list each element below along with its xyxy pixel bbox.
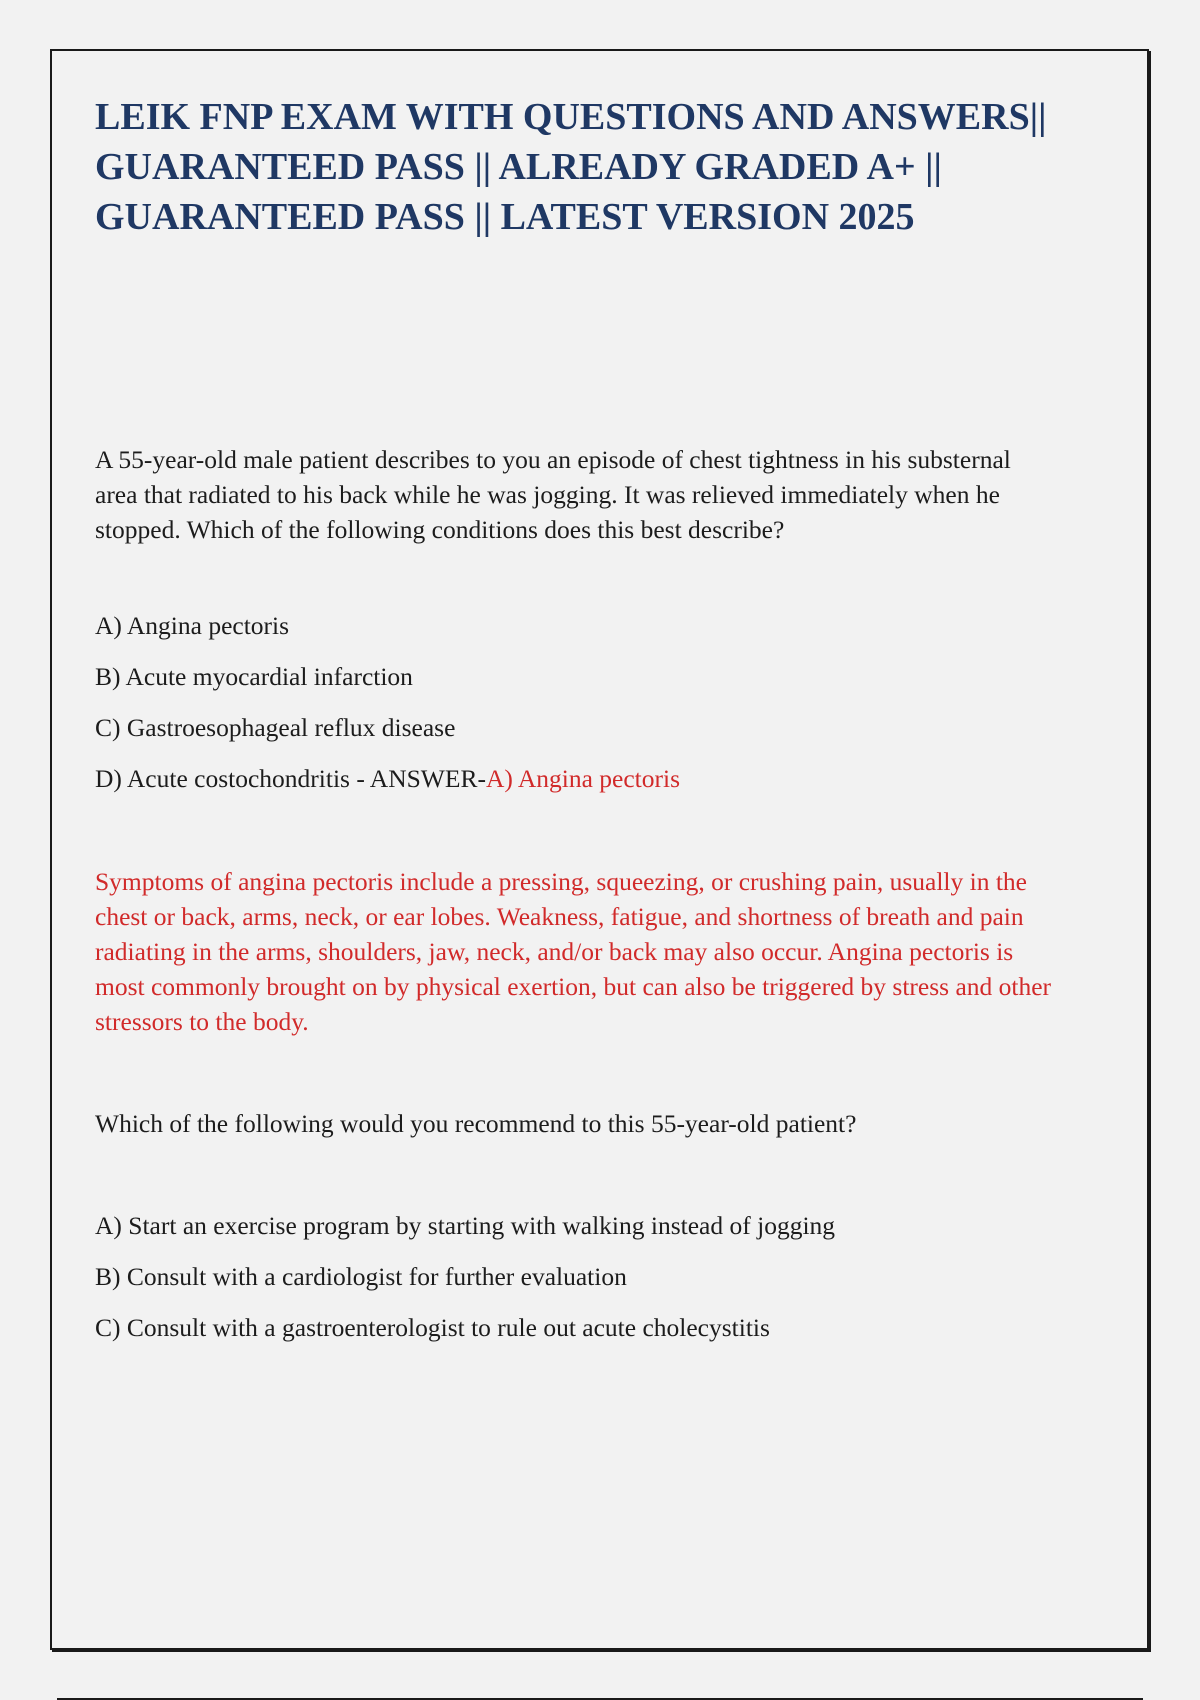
question-1-prompt: A 55-year-old male patient describes to you an episode of chest tightness in his substernal area that radiated to his back while he was jogging. It was relieved immediately when he stopped. Which of the following conditions does this best describe? bbox=[95, 445, 1011, 544]
question-1-answer: A) Angina pectoris bbox=[485, 764, 680, 793]
question-1-option-b: B) Acute myocardial infarction bbox=[95, 662, 413, 691]
question-2-option-a: A) Start an exercise program by starting with walking instead of jogging bbox=[95, 1211, 836, 1240]
question-1-explanation: Symptoms of angina pectoris include a pressing, squeezing, or crushing pain, usually in the chest or back, arms, neck, or ear lobes. Weakness, fatigue, and shortness of breath and pain radiating in the arms, shoulders, jaw, neck, and/or back may also occur. Angina pectoris is most commonly brought on by physical exertion, but can also be triggered by stress and other stressors to the body. bbox=[95, 867, 1052, 1036]
question-2-options bbox=[95, 1208, 1055, 1345]
question-1-option-a: A) Angina pectoris bbox=[95, 611, 290, 640]
question-1-option-d-text: D) Acute costochondritis - ANSWER- bbox=[95, 764, 486, 793]
question-1-options bbox=[95, 608, 1055, 796]
question-1-option-d bbox=[95, 761, 1055, 796]
question-2-prompt: Which of the following would you recommend to this 55-year-old patient? bbox=[95, 1109, 857, 1138]
question-2-option-b: B) Consult with a cardiologist for further evaluation bbox=[95, 1262, 627, 1291]
question-1-option-c: C) Gastroesophageal reflux disease bbox=[95, 713, 456, 742]
document-title: LEIK FNP EXAM WITH QUESTIONS AND ANSWERS|| GUARANTEED PASS || ALREADY GRADED A+ || GUARANTEED PASS || LATEST VERSION 2025 bbox=[95, 96, 1047, 238]
document-content bbox=[95, 92, 1055, 1361]
question-2-option-c: C) Consult with a gastroenterologist to rule out acute cholecystitis bbox=[95, 1313, 770, 1342]
